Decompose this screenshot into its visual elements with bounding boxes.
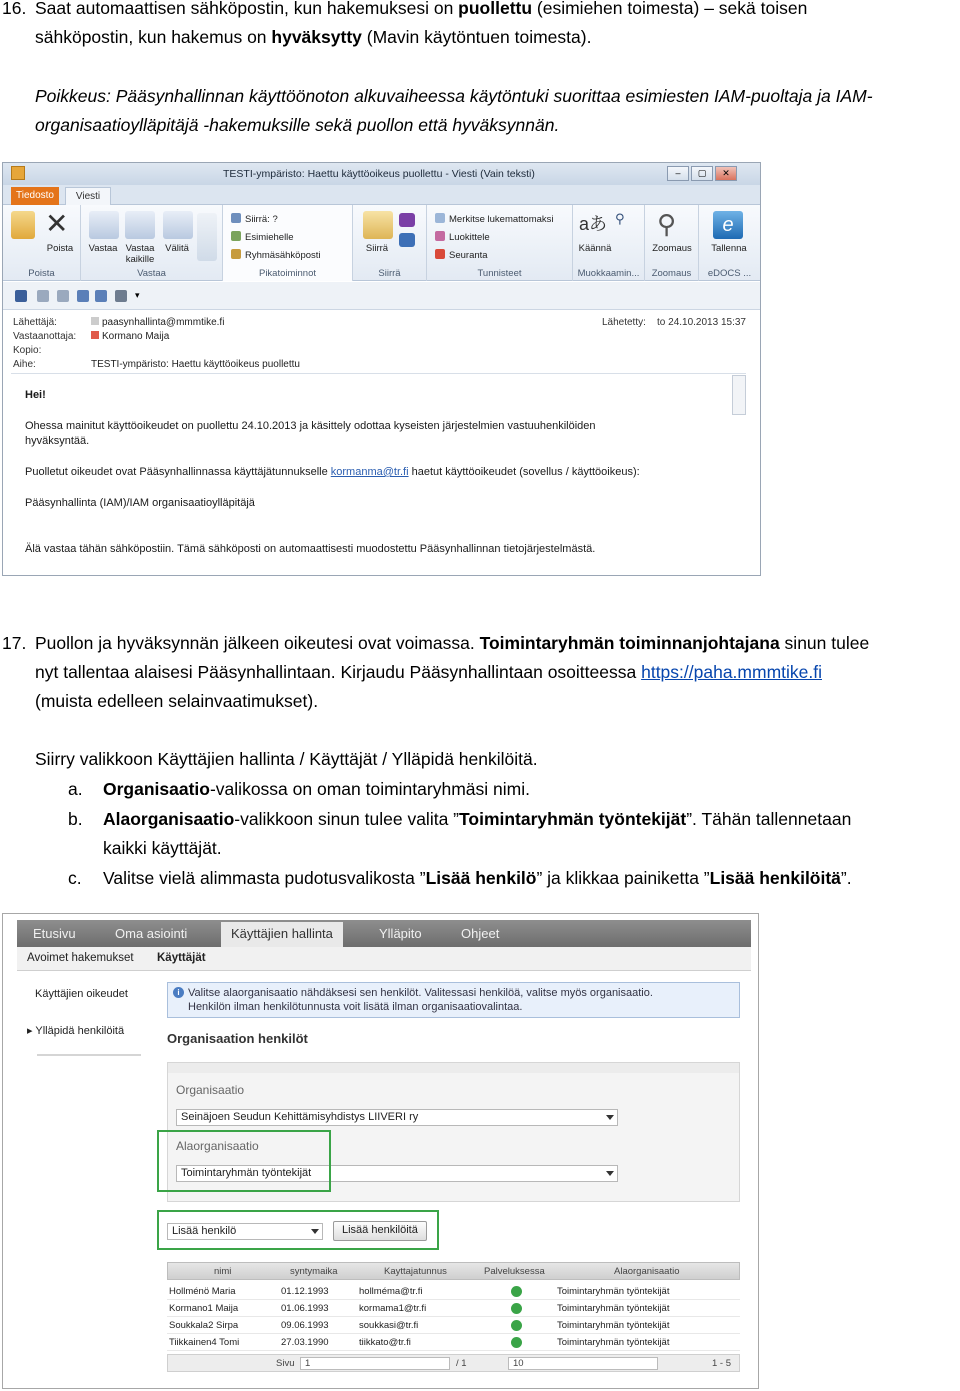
- check-icon: [511, 1320, 522, 1331]
- zoom-label: Zoomaus: [652, 243, 692, 254]
- nav-oma-asiointi[interactable]: Oma asiointi: [115, 926, 188, 941]
- from-value[interactable]: paasynhallinta@mmmtike.fi: [91, 317, 224, 328]
- follow-up[interactable]: Seuranta: [435, 249, 488, 261]
- delete-label: Poista: [46, 243, 74, 254]
- highlight-add: [157, 1210, 439, 1250]
- categorize[interactable]: Luokittele: [435, 231, 490, 243]
- email-link[interactable]: kormanma@tr.fi: [330, 466, 409, 478]
- move-icon[interactable]: [363, 211, 393, 239]
- delete-icon[interactable]: ✕: [45, 208, 69, 239]
- ribbon-group-tags: Merkitse lukemattomaksi Luokittele Seuranta Tunnisteet: [427, 205, 573, 281]
- quick-access-toolbar: [3, 282, 760, 310]
- sent-info: Lähetetty: to 24.10.2013 15:37: [601, 317, 746, 328]
- table-header: [167, 1262, 740, 1280]
- message-header: Lähettäjä: paasynhallinta@mmmtike.fi Vastaanottaja: Kormano Maija Kopio: Aihe: TESTI-ympäristo: Haettu käyttöoikeus puollettu Lähetetty: to 24.10.2013 15:37: [3, 311, 760, 373]
- org-label: Organisaatio: [176, 1083, 245, 1097]
- col-employed[interactable]: Palveluksessa: [484, 1266, 545, 1277]
- page-total: / 1: [456, 1358, 467, 1369]
- check-icon: [511, 1286, 522, 1297]
- check-icon: [511, 1303, 522, 1314]
- tab-file[interactable]: Tiedosto: [11, 187, 59, 205]
- info-icon: i: [173, 987, 184, 998]
- pager: [167, 1354, 740, 1372]
- move-label: Siirrä: [365, 243, 389, 254]
- edocs-save-icon[interactable]: e: [713, 211, 743, 239]
- print-icon[interactable]: [115, 290, 127, 302]
- outlook-icon: [11, 166, 25, 180]
- quick-step-3[interactable]: Ryhmäsähköposti: [231, 249, 321, 261]
- find-icon[interactable]: ⚲: [615, 211, 625, 226]
- nav-ohjeet[interactable]: Ohjeet: [461, 926, 500, 941]
- subnav-users[interactable]: Käyttäjät: [157, 952, 206, 964]
- top-navigation: [17, 920, 751, 947]
- down-icon[interactable]: [95, 290, 107, 302]
- scrollbar[interactable]: [732, 375, 746, 415]
- customize-icon[interactable]: ▾: [135, 290, 140, 300]
- translate-icon[interactable]: aあ: [579, 214, 608, 234]
- zoom-icon[interactable]: ⚲: [657, 209, 677, 239]
- ribbon-group-edit: aあ ⚲ Käännä Muokkaamin...: [573, 205, 645, 281]
- side-maintain-persons[interactable]: ▸ Ylläpidä henkilöitä: [27, 1025, 125, 1037]
- ribbon-group-move: Siirrä Siirrä: [353, 205, 427, 281]
- tab-message[interactable]: Viesti: [65, 187, 111, 206]
- ribbon-group-edocs: e Tallenna eDOCS ...: [699, 205, 760, 281]
- save-label: Tallenna: [711, 243, 747, 254]
- page-input[interactable]: 1: [300, 1357, 450, 1370]
- translate-label: Käännä: [578, 243, 612, 254]
- reply-all-icon[interactable]: [125, 211, 155, 239]
- subject-value: TESTI-ympäristo: Haettu käyttöoikeus puollettu: [91, 359, 300, 370]
- col-name[interactable]: nimi: [214, 1266, 232, 1277]
- message-body: Hei! Ohessa mainitut käyttöoikeudet on puollettu 24.10.2013 ja käsittely odottaa kyseisten järjestelmien vastuuhenkilöiden hyväksyntää. Puolletut oikeudet ovat Pääsynhallinnassa käyttäjätunnukselle kormanma@tr.fi haetut käyttöoikeudet (sovellus / käyttöoikeus): Pääsynhallinta (IAM)/IAM organisaatioylläpitäjä Älä vastaa tähän sähköpostiin. Tämä sähköposti on automaattisesti muodostettu Pääsynhallinnan tietojärjestelmästä.: [3, 375, 760, 575]
- highlight-suborg: [157, 1130, 331, 1192]
- close-icon[interactable]: ✕: [715, 166, 737, 181]
- col-suborg[interactable]: Alaorganisaatio: [614, 1266, 680, 1277]
- ribbon-group-zoom: ⚲ Zoomaus Zoomaus: [645, 205, 699, 281]
- reply-label: Vastaa: [88, 243, 118, 254]
- outlook-email-screenshot: [2, 162, 761, 576]
- check-icon: [511, 1337, 522, 1348]
- sub-navigation: [17, 947, 751, 971]
- ignore-icon[interactable]: [11, 211, 35, 239]
- window-title: TESTI-ympäristo: Haettu käyttöoikeus puollettu - Viesti (Vain teksti): [223, 168, 535, 180]
- item-text: Puollon ja hyväksynnän jälkeen oikeutesi ovat voimassa. Toimintaryhmän toiminnanjohtajana sinun tulee nyt tallentaa alaisesi Pääsynhallintaan. Kirjaudu Pääsynhallintaan osoitteessa https://paha.mmmtike.fi (muista edelleen selainvaatimukset). Siirry valikkoon Käyttäjien hallinta / Käyttäjät / Ylläpidä henkilöitä.: [35, 633, 870, 769]
- nav-etusivu[interactable]: Etusivu: [33, 926, 76, 941]
- ribbon-tabs: [3, 185, 760, 205]
- add-person-select[interactable]: Lisää henkilö: [167, 1223, 323, 1240]
- table-row[interactable]: Kormano1 Maija 01.06.1993 kormama1@tr.fi Toimintaryhmän työntekijät: [167, 1301, 740, 1317]
- subnav-open-applications[interactable]: Avoimet hakemukset: [27, 952, 134, 964]
- col-username[interactable]: Kayttajatunnus: [384, 1266, 447, 1277]
- paha-webapp-screenshot: [2, 913, 759, 1389]
- onenote-icon[interactable]: [399, 213, 415, 227]
- item-text: Saat automaattisen sähköpostin, kun hakemuksesi on puollettu (esimiehen toimesta) – sekä toisen sähköpostin, kun hakemus on hyväksytty (Mavin käytöntuen toimesta).: [35, 0, 808, 47]
- info-box: i Valitse alaorganisaatio nähdäksesi sen henkilöt. Valitessasi henkilöä, valitse myös organisaatio. Henkilön ilman henkilötunnusta voit lisätä ilman organisaatiovalintaa.: [167, 982, 740, 1018]
- item-number: 16.: [2, 0, 27, 18]
- suborg-select[interactable]: Toimintaryhmän työntekijät: [176, 1165, 618, 1182]
- paha-link[interactable]: https://paha.mmmtike.fi: [641, 662, 822, 682]
- minimize-icon[interactable]: –: [667, 166, 689, 181]
- pager-label: Sivu: [276, 1358, 295, 1369]
- side-user-rights[interactable]: Käyttäjien oikeudet: [35, 988, 128, 1000]
- col-birthdate[interactable]: syntymaika: [290, 1266, 338, 1277]
- reply-all-label: Vastaa kaikille: [125, 243, 155, 265]
- more-respond-icon[interactable]: [197, 213, 217, 261]
- ribbon-group-quick-steps: Siirrä: ? Esimiehelle Ryhmäsähköposti Pikatoiminnot: [223, 205, 353, 281]
- slider-decoration: [37, 1054, 141, 1068]
- add-persons-button[interactable]: Lisää henkilöitä: [333, 1221, 427, 1241]
- save-icon[interactable]: [15, 290, 27, 302]
- reply-icon[interactable]: [89, 211, 119, 239]
- side-menu: [17, 972, 157, 1382]
- up-icon[interactable]: [77, 290, 89, 302]
- table-row[interactable]: Tiikkainen4 Tomi 27.03.1990 tiikkato@tr.fi Toimintaryhmän työntekijät: [167, 1335, 740, 1351]
- ribbon-group-respond: Vastaa Vastaa kaikille Välitä Vastaa: [81, 205, 223, 281]
- rules-icon[interactable]: [399, 233, 415, 247]
- ribbon-group-delete: ✕ Poista Poista: [3, 205, 81, 281]
- ribbon: [3, 205, 760, 281]
- nav-kayttajien-hallinta[interactable]: Käyttäjien hallinta: [221, 922, 343, 947]
- section-heading: Organisaation henkilöt: [167, 1031, 308, 1046]
- forward-label: Välitä: [165, 243, 189, 254]
- page-size-select[interactable]: 10: [508, 1357, 658, 1370]
- forward-icon[interactable]: [163, 211, 193, 239]
- page-range: 1 - 5: [712, 1358, 732, 1369]
- undo-icon[interactable]: [37, 290, 49, 302]
- suborg-label: Alaorganisaatio: [176, 1139, 259, 1153]
- window-titlebar: [3, 163, 760, 185]
- org-select[interactable]: Seinäjoen Seudun Kehittämisyhdistys LIIVERI ry: [176, 1109, 618, 1126]
- to-value[interactable]: Kormano Maija: [91, 331, 169, 342]
- table-row[interactable]: Hollménö Maria 01.12.1993 hollméma@tr.fi Toimintaryhmän työntekijät: [167, 1284, 740, 1300]
- nav-yllapito[interactable]: Ylläpito: [379, 926, 422, 941]
- mark-unread[interactable]: Merkitse lukemattomaksi: [435, 213, 554, 225]
- quick-step-2[interactable]: Esimiehelle: [231, 231, 294, 243]
- maximize-icon[interactable]: ▢: [691, 166, 713, 181]
- quick-step-1[interactable]: Siirrä: ?: [231, 213, 278, 225]
- table-row[interactable]: Soukkala2 Sirpa 09.06.1993 soukkasi@tr.fi Toimintaryhmän työntekijät: [167, 1318, 740, 1334]
- redo-icon[interactable]: [57, 290, 69, 302]
- item-number: 17.: [2, 633, 27, 653]
